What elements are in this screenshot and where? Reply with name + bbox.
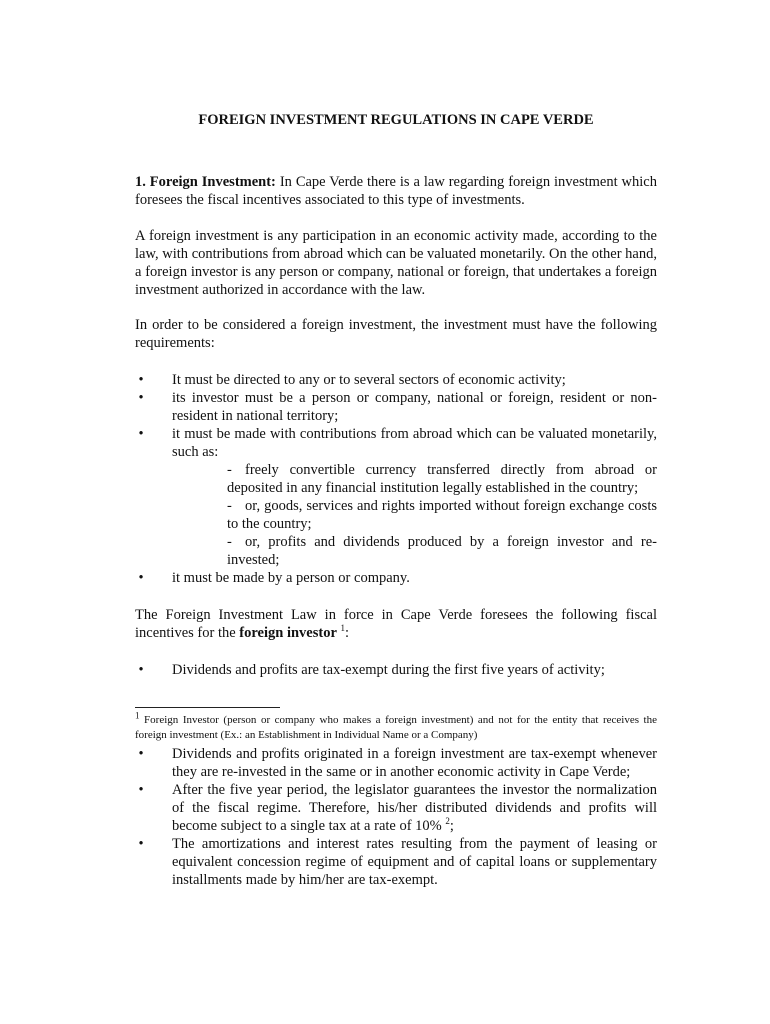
- list-item: • Dividends and profits originated in a foreign investment are tax-exempt whenever they are re-invested in the same or in another economic activity in Cape Verde;: [135, 745, 657, 781]
- contribution-types-list: [172, 461, 657, 569]
- list-item: • The amortizations and interest rates resulting from the payment of leasing or equivalent concession regime of equipment and of capital loans or supplementary installments made by him/her are tax-exempt.: [135, 835, 657, 889]
- list-item: • After the five year period, the legislator guarantees the investor the normalization of the fiscal regime. Therefore, his/her distributed dividends and profits will become subject to a single tax at a rate of 10% $^2$;: [135, 781, 657, 835]
- bullet: •: [138, 746, 144, 762]
- list-item: • It must be directed to any or to several sectors of economic activity;: [135, 371, 657, 389]
- bullet: •: [138, 782, 144, 798]
- sub-list-item: - freely convertible currency transferred directly from abroad or deposited in any financial institution legally established in the country;: [227, 462, 657, 496]
- bullet: •: [138, 390, 144, 406]
- bullet: •: [138, 662, 144, 678]
- section-1-paragraph: [135, 173, 657, 209]
- footnote-1: $^1$ Foreign Investor (person or company who makes a foreign investment) and not for the entity that receives the foreign investment (Ex.: an Establishment in Individual Name or a Company): [135, 710, 657, 741]
- sub-list-item: - or, goods, services and rights imported without foreign exchange costs to the country;: [227, 498, 657, 532]
- list-item: • it must be made with contributions from abroad which can be valuated monetarily, such as: - freely convertible currency transferred directly from abroad or deposited in any financial institution legally established in the country; - or, goods, services and rights imported without foreign exchange costs to the country; - or, profits and dividends produced by a foreign investor and re-invested;: [135, 425, 657, 569]
- list-item: • it must be made by a person or company.: [135, 569, 657, 587]
- list-item: • its investor must be a person or company, national or foreign, resident or non-resident in national territory;: [135, 389, 657, 425]
- bullet: •: [138, 426, 144, 442]
- bullet: •: [138, 836, 144, 852]
- bullet: •: [138, 570, 144, 586]
- section-1-intro: In Cape Verde there is a law regarding foreign investment which foresees the fiscal incentives associated to this type of investments.: [135, 174, 657, 208]
- footnote-ref-2[interactable]: 2: [445, 816, 450, 827]
- incentives-list-more: [135, 745, 657, 889]
- incentives-intro: The Foreign Investment Law in force in Cape Verde foresees the following fiscal incentives for the foreign investor $^1$:: [135, 607, 657, 641]
- sub-list-item: - or, profits and dividends produced by a foreign investor and re-invested;: [227, 534, 657, 568]
- footnote-ref-1[interactable]: 1: [340, 623, 346, 634]
- requirements-intro: In order to be considered a foreign investment, the investment must have the following requirements:: [135, 317, 657, 351]
- bullet: •: [138, 372, 144, 388]
- section-1-heading: 1. Foreign Investment:: [135, 174, 276, 190]
- footnote-divider: [135, 707, 280, 708]
- requirements-list: [135, 371, 657, 587]
- definition-paragraph: A foreign investment is any participation in an economic activity made, according to the law, with contributions from abroad which can be valuated monetarily. On the other hand, a foreign investor is any person or company, national or foreign, that undertakes a foreign investment authorized in accordance with the law.: [135, 228, 657, 298]
- document-title: FOREIGN INVESTMENT REGULATIONS IN CAPE VERDE: [198, 112, 594, 128]
- incentives-list-first: [135, 661, 657, 679]
- list-item: • Dividends and profits are tax-exempt during the first five years of activity;: [135, 661, 657, 679]
